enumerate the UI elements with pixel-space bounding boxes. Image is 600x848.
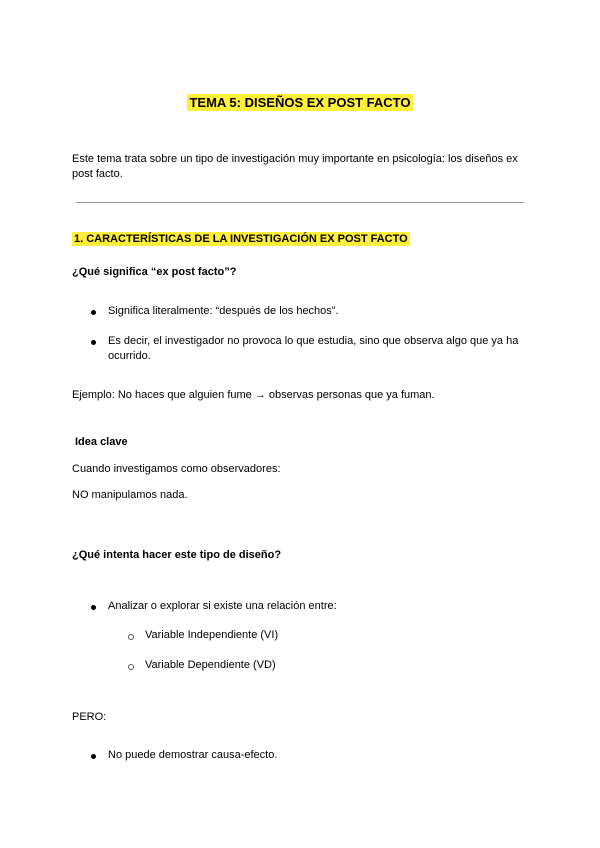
bullet-text-1: Significa literalmente: “después de los hechos”. (108, 305, 339, 317)
bullet-text-2-line-2: ocurrido. (108, 350, 151, 362)
sub-bullet-vi: Variable Independiente (VI) (145, 629, 279, 641)
sub-bullet-circle (128, 664, 134, 670)
bullet-dot (91, 754, 96, 759)
bullet-text-4: No puede demostrar causa-efecto. (108, 749, 278, 761)
intro-line-2: post facto. (72, 168, 123, 180)
section-heading: 1. CARACTERÍSTICAS DE LA INVESTIGACIÓN EX POST FACTO (74, 233, 408, 245)
bullet-dot (91, 605, 96, 610)
sub-bullet-vd: Variable Dependiente (VD) (145, 659, 276, 671)
key-idea-line-2: NO manipulamos nada. (72, 489, 188, 501)
key-idea-label: Idea clave (75, 436, 128, 448)
document-title-row (0, 95, 600, 110)
key-idea-line-1: Cuando investigamos como observadores: (72, 463, 281, 475)
document-title: TEMA 5: DISEÑOS EX POST FACTO (189, 95, 411, 110)
bullet-dot (91, 340, 96, 345)
question-heading-1: ¿Qué significa “ex post facto”? (72, 266, 237, 278)
horizontal-divider (76, 202, 524, 203)
bullet-text-2-line-1: Es decir, el investigador no provoca lo que estudia, sino que observa algo que ya ha (108, 335, 519, 347)
pero-text: PERO: (72, 711, 107, 723)
intro-line-1: Este tema trata sobre un tipo de investigación muy importante en psicología: los diseños ex (72, 153, 518, 165)
example-text: Ejemplo: No haces que alguien fume → observas personas que ya fuman. (72, 389, 435, 401)
question-heading-2: ¿Qué intenta hacer este tipo de diseño? (72, 549, 282, 561)
bullet-dot (91, 310, 96, 315)
bullet-text-3: Analizar o explorar si existe una relación entre: (108, 600, 337, 612)
section-heading-row (72, 233, 410, 245)
sub-bullet-circle (128, 634, 134, 640)
